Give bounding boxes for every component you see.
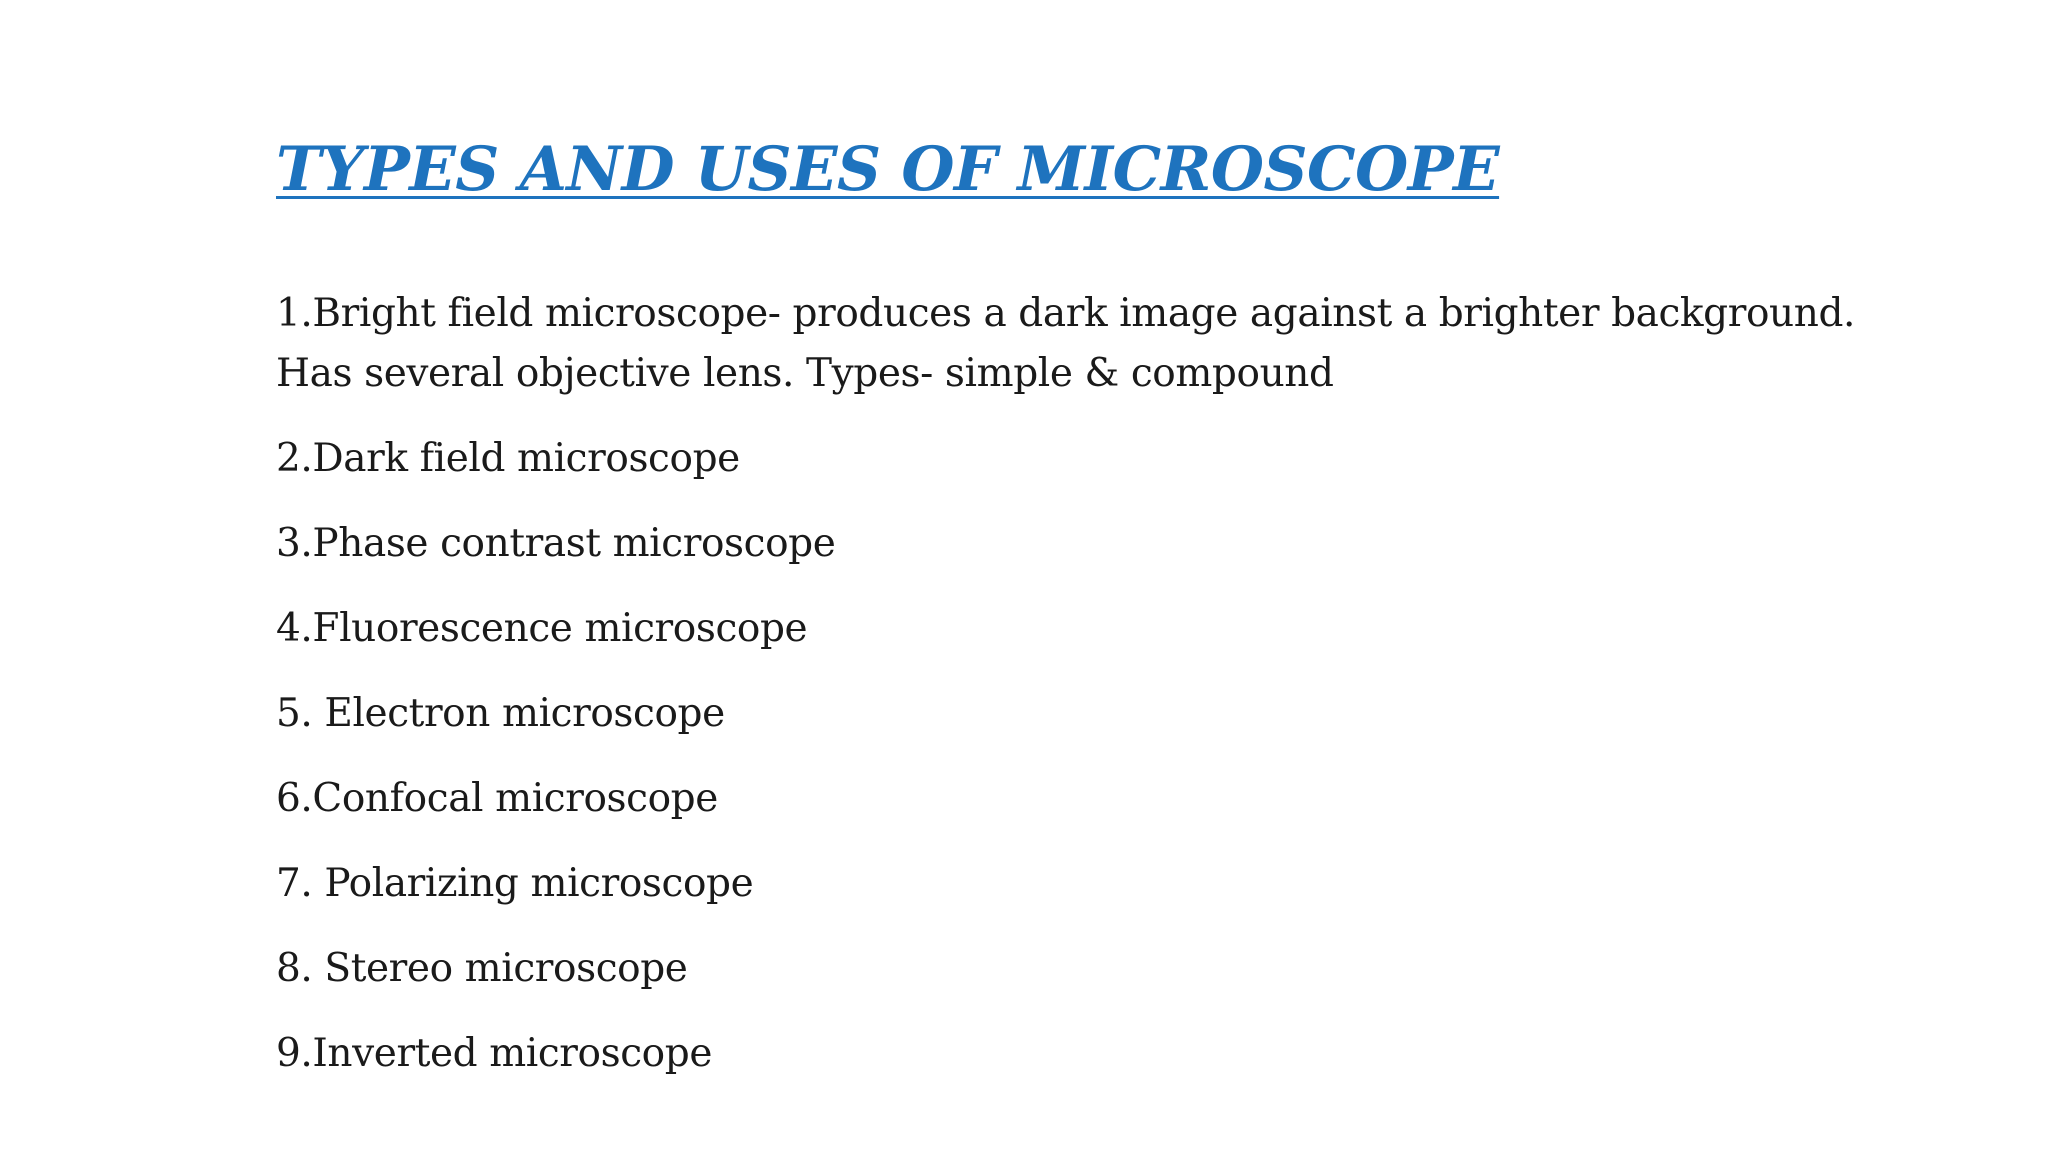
slide-title: TYPES AND USES OF MICROSCOPE	[276, 134, 1500, 205]
list-item: 2.Dark field microscope	[276, 436, 740, 481]
list-item: 3.Phase contrast microscope	[276, 521, 836, 566]
list-item: 4.Fluorescence microscope	[276, 606, 808, 651]
list-item: 8. Stereo microscope	[276, 946, 688, 991]
list-item: 1.Bright field microscope- produces a dark image against a brighter background. Has several objective lens. Types- simple & compound	[276, 291, 1856, 396]
list-item: 6.Confocal microscope	[276, 776, 718, 821]
list-item: 5. Electron microscope	[276, 691, 725, 736]
list-item: 7. Polarizing microscope	[276, 861, 754, 906]
list-item: 9.Inverted microscope	[276, 1031, 713, 1076]
microscope-types-list	[276, 284, 1916, 1109]
